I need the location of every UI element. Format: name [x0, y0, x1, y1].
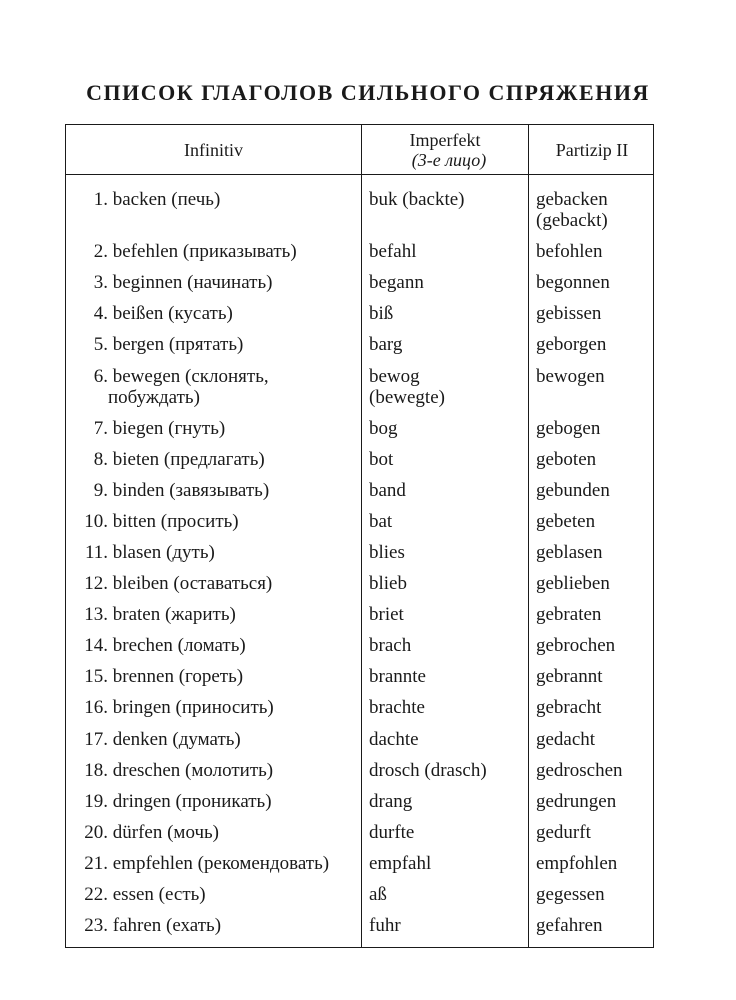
cell-imperfekt [369, 915, 527, 936]
infinitiv-text: braten (жарить) [112, 604, 236, 625]
cell-infinitiv [78, 480, 358, 501]
cell-infinitiv [78, 366, 358, 408]
cell-imperfekt [369, 635, 527, 656]
infinitiv-text: bleiben (оставаться) [112, 573, 273, 594]
imperfekt-text: brachte [369, 697, 425, 718]
partizip-text: begonnen [536, 272, 610, 293]
infinitiv-text: befehlen (приказывать) [112, 241, 297, 262]
row-number: 1. [93, 189, 108, 210]
imperfekt-text: bat [369, 511, 393, 532]
cell-imperfekt [369, 334, 527, 355]
cell-infinitiv [78, 189, 358, 210]
infinitiv-text: binden (завязывать) [112, 480, 270, 501]
row-number: 21. [84, 853, 108, 874]
partizip-text: empfohlen [536, 853, 618, 874]
cell-imperfekt [369, 822, 527, 843]
cell-imperfekt [369, 241, 527, 262]
header-infinitiv [66, 125, 361, 174]
cell-partizip [536, 449, 654, 470]
cell-imperfekt [369, 666, 527, 687]
row-number: 11. [84, 542, 108, 563]
row-number: 13. [84, 604, 108, 625]
cell-imperfekt [369, 884, 527, 905]
infinitiv-text: dürfen (мочь) [112, 822, 219, 843]
cell-infinitiv [78, 334, 358, 355]
cell-imperfekt [369, 729, 527, 750]
partizip-text: gebacken [536, 189, 608, 210]
infinitiv-text: backen (печь) [112, 189, 221, 210]
partizip-text: gebeten [536, 511, 596, 532]
verb-table [65, 124, 654, 948]
cell-partizip [536, 635, 654, 656]
row-number: 2. [93, 241, 108, 262]
infinitiv-text: bieten (предлагать) [112, 449, 265, 470]
cell-partizip [536, 418, 654, 439]
cell-infinitiv [78, 573, 358, 594]
cell-infinitiv [78, 791, 358, 812]
cell-partizip [536, 884, 654, 905]
cell-imperfekt [369, 418, 527, 439]
row-number: 16. [84, 697, 108, 718]
imperfekt-text-alt: (bewegte) [369, 387, 445, 408]
row-number: 12. [84, 573, 108, 594]
cell-partizip [536, 760, 654, 781]
header-partizip [529, 125, 655, 174]
cell-infinitiv [78, 542, 358, 563]
partizip-text: gedrungen [536, 791, 617, 812]
cell-partizip [536, 303, 654, 324]
cell-imperfekt [369, 511, 527, 532]
cell-infinitiv [78, 449, 358, 470]
cell-infinitiv [78, 511, 358, 532]
partizip-text: gebissen [536, 303, 602, 324]
imperfekt-text: barg [369, 334, 403, 355]
cell-imperfekt [369, 366, 527, 408]
row-number: 6. [93, 366, 108, 387]
table-body [66, 175, 653, 947]
cell-imperfekt [369, 189, 527, 210]
infinitiv-text: brechen (ломать) [112, 635, 246, 656]
infinitiv-text: denken (думать) [112, 729, 241, 750]
infinitiv-text: bitten (просить) [112, 511, 239, 532]
cell-infinitiv [78, 604, 358, 625]
infinitiv-text: bringen (приносить) [112, 697, 274, 718]
imperfekt-text: durfte [369, 822, 415, 843]
header-partizip-label: Partizip II [555, 139, 629, 160]
row-number: 23. [84, 915, 108, 936]
row-number: 19. [84, 791, 108, 812]
cell-infinitiv [78, 853, 358, 874]
cell-partizip [536, 822, 654, 843]
cell-infinitiv [78, 272, 358, 293]
cell-partizip [536, 573, 654, 594]
imperfekt-text: brannte [369, 666, 426, 687]
cell-partizip [536, 604, 654, 625]
cell-infinitiv [78, 760, 358, 781]
cell-partizip [536, 853, 654, 874]
header-imperfekt [362, 125, 528, 174]
cell-partizip [536, 697, 654, 718]
imperfekt-text: buk (backte) [369, 189, 465, 210]
table-header [66, 125, 653, 175]
cell-imperfekt [369, 449, 527, 470]
imperfekt-text: aß [369, 884, 387, 905]
cell-infinitiv [78, 241, 358, 262]
header-infinitiv-label: Infinitiv [184, 139, 243, 160]
cell-imperfekt [369, 697, 527, 718]
partizip-text: gebraten [536, 604, 602, 625]
infinitiv-text-cont: побуждать) [108, 387, 200, 408]
infinitiv-text: beginnen (начинать) [112, 272, 273, 293]
partizip-text: gefahren [536, 915, 603, 936]
row-number: 14. [84, 635, 108, 656]
row-number: 18. [84, 760, 108, 781]
infinitiv-text: beißen (кусать) [112, 303, 233, 324]
infinitiv-text: bewegen (склонять, [112, 366, 269, 387]
cell-imperfekt [369, 303, 527, 324]
infinitiv-text: essen (есть) [112, 884, 206, 905]
partizip-text: gebrannt [536, 666, 603, 687]
cell-partizip [536, 666, 654, 687]
partizip-text: geblasen [536, 542, 603, 563]
partizip-text: gebunden [536, 480, 610, 501]
row-number: 17. [84, 729, 108, 750]
cell-partizip [536, 542, 654, 563]
row-number: 3. [93, 272, 108, 293]
cell-imperfekt [369, 791, 527, 812]
imperfekt-text: begann [369, 272, 424, 293]
partizip-text: geborgen [536, 334, 607, 355]
row-number: 7. [93, 418, 108, 439]
infinitiv-text: dreschen (молотить) [112, 760, 274, 781]
cell-imperfekt [369, 542, 527, 563]
partizip-text: gebracht [536, 697, 602, 718]
cell-partizip [536, 366, 654, 387]
imperfekt-text: dachte [369, 729, 419, 750]
imperfekt-text: biß [369, 303, 394, 324]
imperfekt-text: befahl [369, 241, 417, 262]
cell-infinitiv [78, 666, 358, 687]
cell-imperfekt [369, 573, 527, 594]
cell-infinitiv [78, 697, 358, 718]
cell-partizip [536, 480, 654, 501]
partizip-text: gedurft [536, 822, 591, 843]
imperfekt-text: briet [369, 604, 404, 625]
cell-partizip [536, 791, 654, 812]
imperfekt-text: drosch (drasch) [369, 760, 487, 781]
imperfekt-text: empfahl [369, 853, 432, 874]
cell-imperfekt [369, 760, 527, 781]
row-number: 5. [93, 334, 108, 355]
imperfekt-text: blies [369, 542, 405, 563]
imperfekt-text: bewog [369, 366, 420, 387]
partizip-text: geblieben [536, 573, 610, 594]
cell-partizip [536, 272, 654, 293]
row-number: 10. [84, 511, 108, 532]
partizip-text: gebrochen [536, 635, 616, 656]
infinitiv-text: bergen (прятать) [112, 334, 244, 355]
row-number: 15. [84, 666, 108, 687]
imperfekt-text: brach [369, 635, 412, 656]
partizip-text-alt: (gebackt) [536, 210, 608, 231]
row-number: 8. [93, 449, 108, 470]
header-imperfekt-label: Imperfekt [409, 129, 481, 150]
imperfekt-text: fuhr [369, 915, 401, 936]
cell-partizip [536, 915, 654, 936]
cell-partizip [536, 334, 654, 355]
header-imperfekt-note: (3-е лицо) [411, 149, 487, 170]
infinitiv-text: dringen (проникать) [112, 791, 272, 812]
cell-infinitiv [78, 884, 358, 905]
imperfekt-text: blieb [369, 573, 407, 594]
infinitiv-text: brennen (гореть) [112, 666, 244, 687]
partizip-text: befohlen [536, 241, 603, 262]
cell-imperfekt [369, 272, 527, 293]
partizip-text: gedroschen [536, 760, 623, 781]
cell-infinitiv [78, 729, 358, 750]
partizip-text: gebogen [536, 418, 601, 439]
row-number: 4. [93, 303, 108, 324]
cell-imperfekt [369, 604, 527, 625]
imperfekt-text: bog [369, 418, 398, 439]
cell-partizip [536, 729, 654, 750]
row-number: 9. [93, 480, 108, 501]
cell-infinitiv [78, 418, 358, 439]
cell-infinitiv [78, 303, 358, 324]
infinitiv-text: empfehlen (рекомендовать) [112, 853, 330, 874]
imperfekt-text: bot [369, 449, 394, 470]
imperfekt-text: band [369, 480, 406, 501]
cell-infinitiv [78, 635, 358, 656]
infinitiv-text: biegen (гнуть) [112, 418, 226, 439]
partizip-text: bewogen [536, 366, 605, 387]
cell-infinitiv [78, 915, 358, 936]
cell-imperfekt [369, 853, 527, 874]
imperfekt-text: drang [369, 791, 413, 812]
cell-partizip [536, 511, 654, 532]
cell-partizip [536, 189, 654, 231]
cell-partizip [536, 241, 654, 262]
partizip-text: gedacht [536, 729, 596, 750]
row-number: 20. [84, 822, 108, 843]
row-number: 22. [84, 884, 108, 905]
infinitiv-text: blasen (дуть) [112, 542, 215, 563]
cell-infinitiv [78, 822, 358, 843]
partizip-text: gegessen [536, 884, 605, 905]
page-title: СПИСОК ГЛАГОЛОВ СИЛЬНОГО СПРЯЖЕНИЯ [86, 80, 650, 105]
infinitiv-text: fahren (ехать) [112, 915, 222, 936]
partizip-text: geboten [536, 449, 597, 470]
cell-imperfekt [369, 480, 527, 501]
